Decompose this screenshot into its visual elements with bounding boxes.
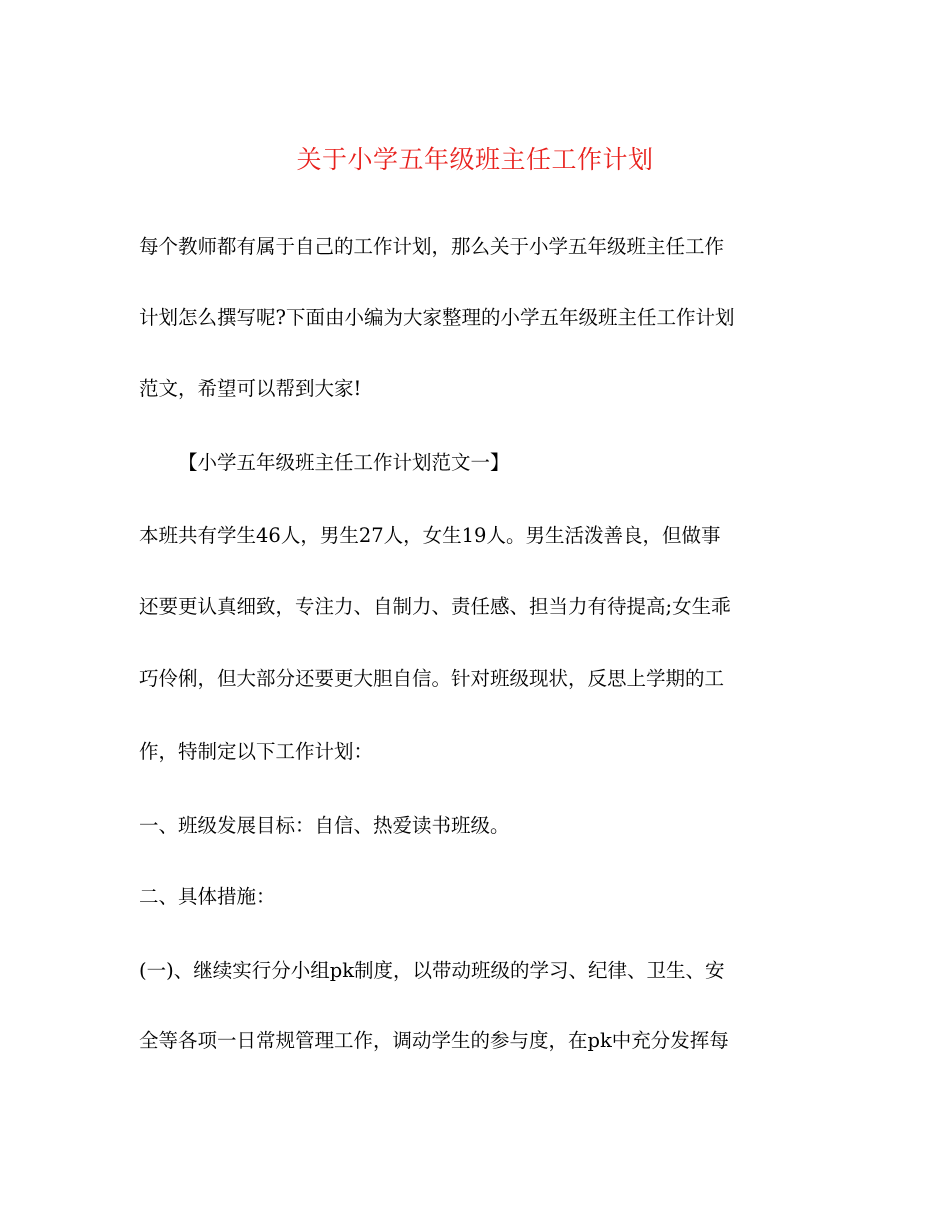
- section-heading: 【小学五年级班主任工作计划范文一】: [178, 451, 510, 474]
- body-line-8: 作，特制定以下工作计划：: [139, 740, 374, 763]
- document-title: 关于小学五年级班主任工作计划: [296, 145, 654, 174]
- body-line-7: 巧伶俐，但大部分还要更大胆自信。针对班级现状，反思上学期的工: [139, 667, 725, 690]
- body-line-2: 计划怎么撰写呢?下面由小编为大家整理的小学五年级班主任工作计划: [139, 306, 735, 329]
- body-line-11: (一)、继续实行分小组pk制度，以带动班级的学习、纪律、卫生、安: [139, 959, 725, 982]
- body-line-10: 二、具体措施：: [139, 885, 276, 908]
- body-line-9: 一、班级发展目标：自信、热爱读书班级。: [139, 814, 510, 837]
- body-line-1: 每个教师都有属于自己的工作计划，那么关于小学五年级班主任工作: [139, 235, 725, 258]
- body-line-5: 本班共有学生46人，男生27人，女生19人。男生活泼善良，但做事: [139, 524, 721, 547]
- body-line-3: 范文，希望可以帮到大家!: [139, 377, 362, 400]
- body-line-6: 还要更认真细致，专注力、自制力、责任感、担当力有待提高;女生乖: [139, 595, 731, 618]
- body-line-12: 全等各项一日常规管理工作，调动学生的参与度，在pk中充分发挥每: [139, 1029, 729, 1052]
